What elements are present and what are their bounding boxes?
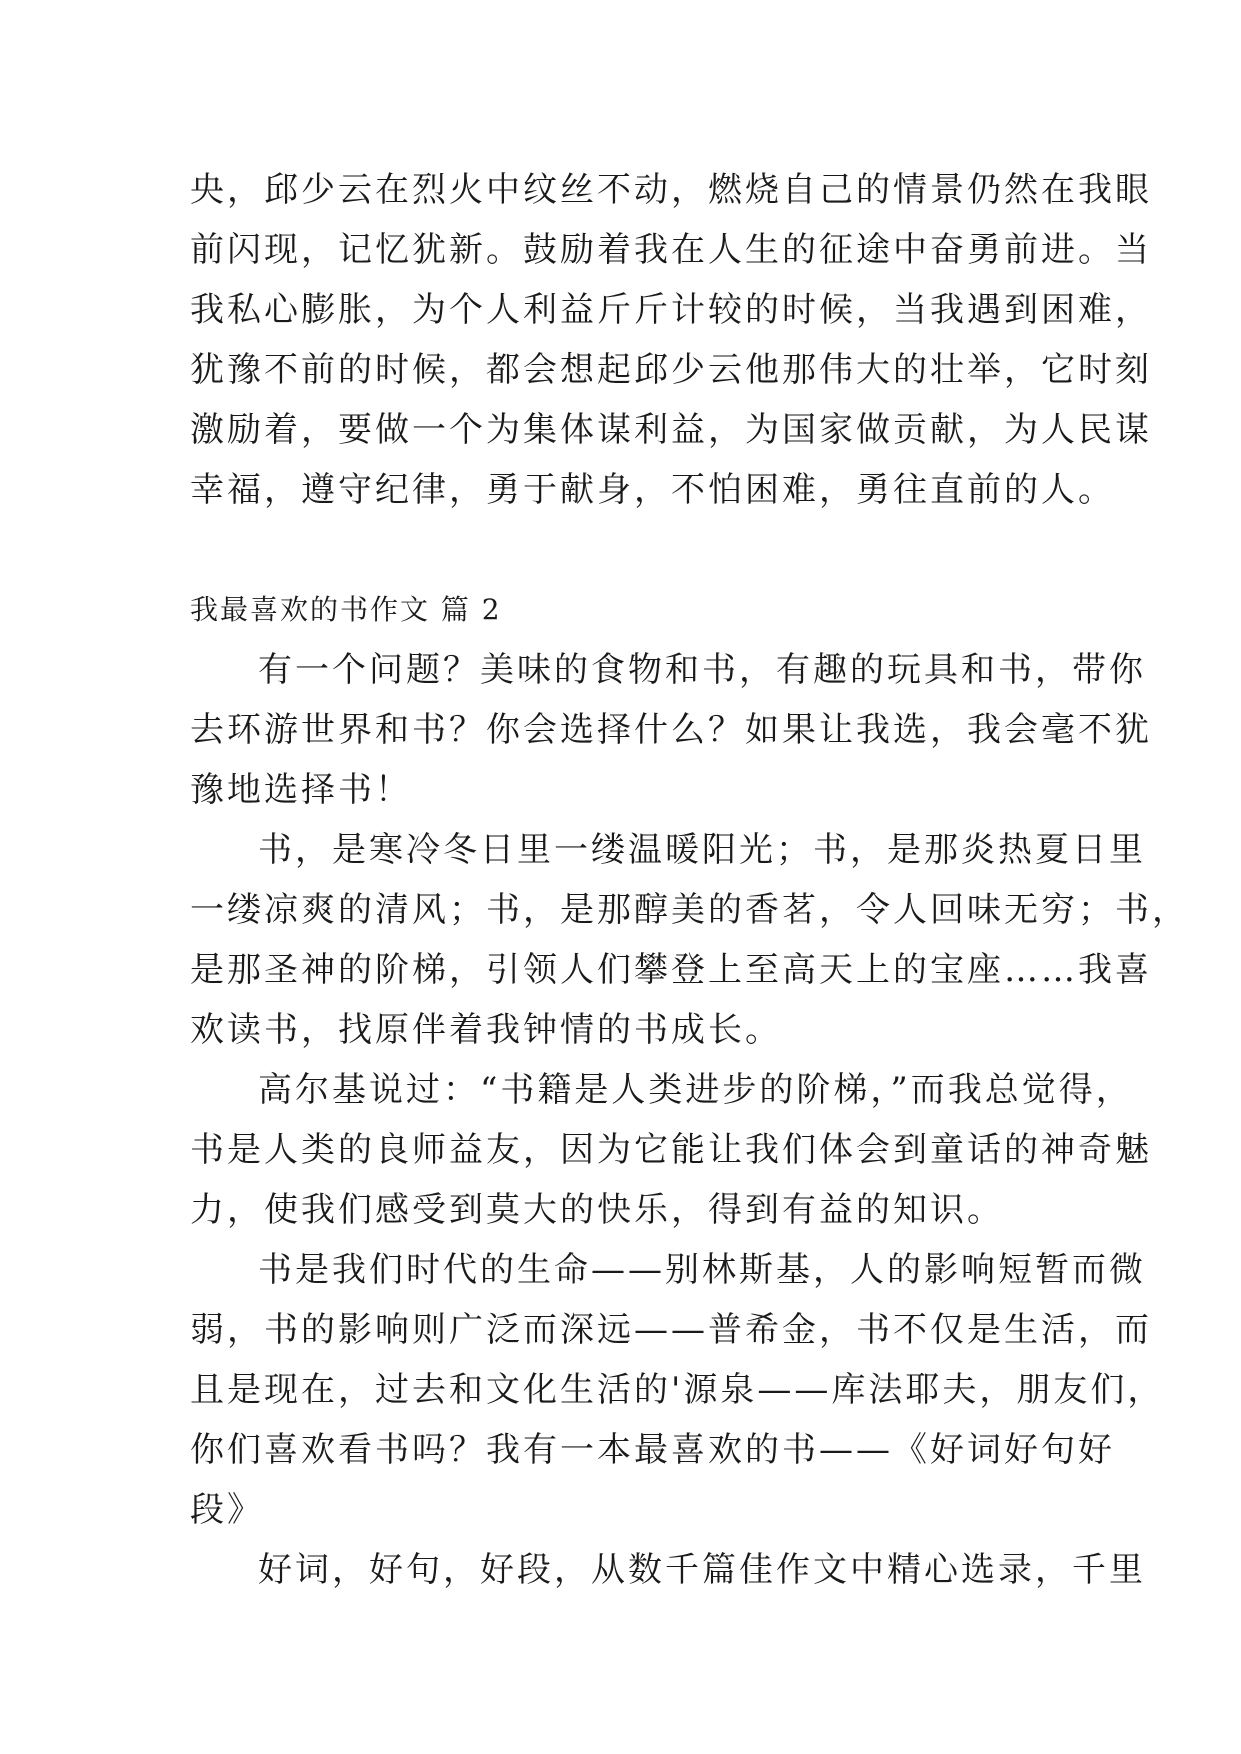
paragraph-question	[190, 640, 1152, 820]
text-line: 书，是寒冷冬日里一缕温暖阳光；书，是那炎热夏日里	[258, 830, 1146, 870]
text-line: 豫地选择书！	[190, 770, 412, 810]
text-line: 是那圣神的阶梯，引领人们攀登上至高天上的宝座……我喜	[190, 950, 1152, 990]
text-line: 你们喜欢看书吗？我有一本最喜欢的书——《好词好句好	[190, 1430, 1115, 1470]
text-line: 前闪现，记忆犹新。鼓励着我在人生的征途中奋勇前进。当	[190, 230, 1152, 270]
text-line: 犹豫不前的时候，都会想起邱少云他那伟大的壮举，它时刻	[190, 350, 1152, 390]
document-page	[190, 160, 1189, 1600]
text-line: 一缕凉爽的清风；书，是那醇美的香茗，令人回味无穷；书，	[190, 890, 1189, 930]
intro-paragraph	[190, 160, 1152, 520]
text-line: 段》	[190, 1490, 264, 1530]
section-spacer	[190, 520, 1070, 580]
text-line: 高尔基说过：“书籍是人类进步的阶梯，”而我总觉得，	[258, 1070, 1133, 1110]
text-line: 激励着，要做一个为集体谋利益，为国家做贡献，为人民谋	[190, 410, 1152, 450]
text-line: 且是现在，过去和文化生活的'源泉——库法耶夫，朋友们，	[190, 1370, 1165, 1410]
text-line: 欢读书，找原伴着我钟情的书成长。	[190, 1010, 782, 1050]
text-line: 幸福，遵守纪律，勇于献身，不怕困难，勇往直前的人。	[190, 470, 1115, 510]
section-heading: 我最喜欢的书作文 篇 2	[190, 593, 502, 626]
text-line: 有一个问题？美味的食物和书，有趣的玩具和书，带你	[258, 650, 1146, 690]
text-line: 央，邱少云在烈火中纹丝不动，燃烧自己的情景仍然在我眼	[190, 170, 1152, 210]
paragraph-book-metaphors	[190, 820, 1189, 1060]
paragraph-famous-quotes	[190, 1240, 1165, 1540]
text-line: 书是我们时代的生命——别林斯基，人的影响短暂而微	[258, 1250, 1146, 1290]
text-line: 弱，书的影响则广泛而深远——普希金，书不仅是生活，而	[190, 1310, 1152, 1350]
text-line: 去环游世界和书？你会选择什么？如果让我选，我会毫不犹	[190, 710, 1152, 750]
text-line: 好词，好句，好段，从数千篇佳作文中精心选录，千里	[258, 1550, 1146, 1590]
text-line: 力，使我们感受到莫大的快乐，得到有益的知识。	[190, 1190, 1004, 1230]
text-line: 书是人类的良师益友，因为它能让我们体会到童话的神奇魅	[190, 1130, 1152, 1170]
text-line: 我私心膨胀，为个人利益斤斤计较的时候，当我遇到困难，	[190, 290, 1152, 330]
paragraph-gorky-quote	[190, 1060, 1152, 1240]
paragraph-good-words	[190, 1540, 1146, 1600]
